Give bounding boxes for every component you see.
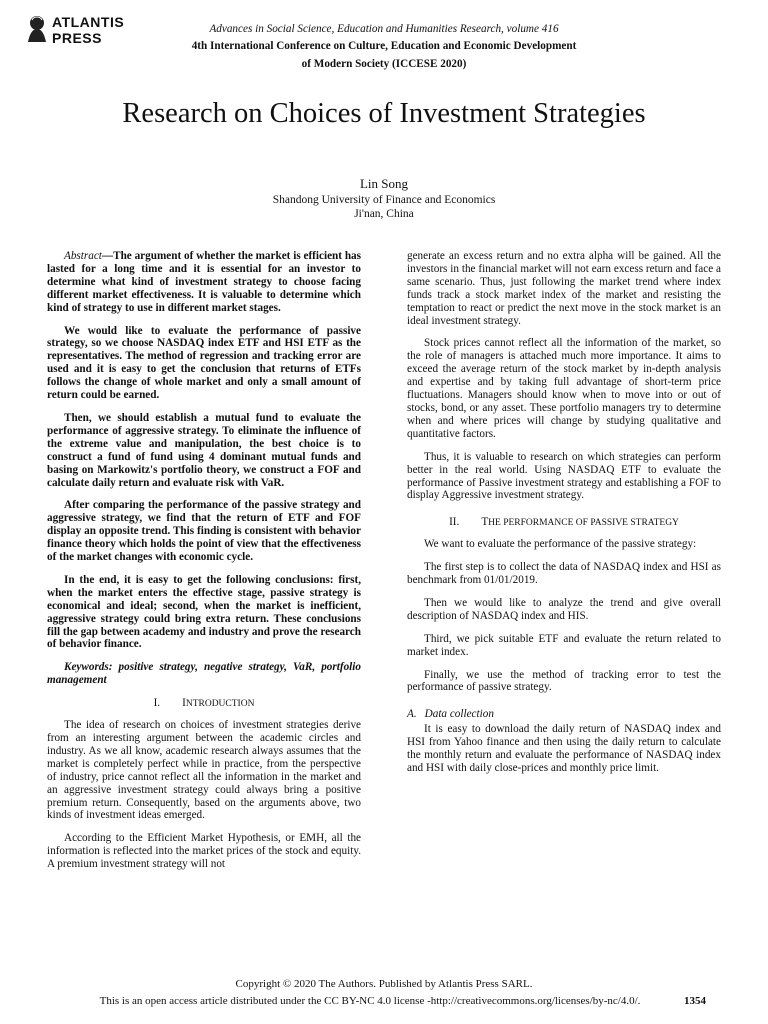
subsection-heading-data-collection	[407, 708, 721, 721]
intro-paragraph-continued: generate an excess return and no extra alpha will be gained. All the investors in the financial market will not earn excess return and face a same scenario. Thus, just following the market trend where index funds track a stock market index of the market and resisting the temptation to react or predict the next move in the stock market is an ideal investment strategy.	[407, 250, 721, 327]
section-number: II.	[449, 516, 460, 529]
section-title-rest: NTRODUCTION	[185, 699, 255, 710]
intro-paragraph-1: The idea of research on choices of investment strategies derive from an interesting argument between the academic circles and industry. As we all know, academic research always assumes that the market is completely perfect while in practice, from the perspective of industry, price cannot reflect all the information in the market and an aggressive investment strategy could always bring a positive premium return. Consequently, based on the arguments above, two kinds of investment ideas emerged.	[47, 719, 361, 822]
logo-text-press: PRESS	[52, 30, 102, 46]
abstract-text-1: —The argument of whether the market is efficient has lasted for a long time and it is essential for an investor to determine what kind of investment strategy to choose facing different market effectiveness. It is valuable to determine which kind of strategy to use in different market stages.	[47, 250, 361, 314]
journal-line: Advances in Social Science, Education and Humanities Research, volume 416	[209, 23, 559, 35]
abstract-paragraph-3: Then, we should establish a mutual fund to evaluate the performance of aggressive strategy. To eliminate the influence of the extreme value and manipulation, the best choice is to construct a fund of fund using 4 dominant mutual funds and basing on Markowitz's portfolio theory, we construct a FOF and calculate daily return and evaluate risk with VaR.	[47, 411, 361, 489]
section-heading-introduction	[47, 697, 361, 711]
data-collection-paragraph: It is easy to download the daily return of NASDAQ index and HSI from Yahoo finance and then using the daily return to calculate the monthly return and evaluate the performance of NASDAQ index and HSI with daily close-prices and monthly price limit.	[407, 723, 721, 774]
abstract-paragraph-1	[47, 250, 361, 315]
passive-paragraph-1: We want to evaluate the performance of the passive strategy:	[424, 538, 697, 551]
author-name: Lin Song	[359, 176, 409, 191]
abstract-paragraph-2: We would like to evaluate the performance of passive strategy, so we choose NASDAQ index ETF and HSI ETF as the representatives. The method of regression and tracking error are used and it is easy to get the conclusion that returns of ETFs follows the change of whole market and only a small amount of return could be earned.	[47, 324, 361, 402]
passive-paragraph-5: Finally, we use the method of tracking error to test the performance of passive strategy.	[407, 668, 721, 694]
section-title-initial: T	[481, 516, 489, 529]
subsection-number: A.	[407, 708, 417, 721]
intro-paragraph-2: According to the Efficient Market Hypothesis, or EMH, all the information is reflected into the market prices of the stock and equity. A premium investment strategy will not	[47, 832, 361, 871]
section-title-rest: HE PERFORMANCE OF PASSIVE STRATEGY	[488, 518, 679, 529]
footer-copyright: Copyright © 2020 The Authors. Published by Atlantis Press SARL.	[235, 978, 533, 990]
subsection-title: Data collection	[424, 708, 494, 721]
abstract-paragraph-4: After comparing the performance of the passive strategy and aggressive strategy, we find that the return of ETF and FOF display an opposite trend. This finding is consistent with behavior finance theory which holds the point of view that the effectiveness of the market changes with economic cycle.	[47, 499, 361, 564]
page-number: 1354	[684, 995, 706, 1007]
atlas-figure-icon	[24, 14, 50, 44]
keywords: Keywords: positive strategy, negative strategy, VaR, portfolio management	[47, 661, 361, 687]
section-title-initial: I	[182, 697, 186, 710]
passive-paragraph-3: Then we would like to analyze the trend and give overall description of NASDAQ index and HIS.	[407, 596, 721, 622]
footer-license: This is an open access article distributed under the CC BY-NC 4.0 license -http://creativecommons.org/licenses/by-nc/4.0/.	[99, 995, 641, 1007]
section-heading-passive-strategy	[407, 516, 721, 530]
intro-paragraph-4: Thus, it is valuable to research on which strategies can perform better in the real world. Using NASDAQ ETF to evaluate the performance of Passive investment strategy and establishing a FOF to display Aggressive investment strategy.	[407, 450, 721, 502]
abstract-paragraph-5: In the end, it is easy to get the following conclusions: first, when the market enters the effective stage, passive strategy is economical and ideal; second, when the market is inefficient, aggressive strategy could bring extra return. These conclusions fill the gap between academy and industry and prove the research of behavior finance.	[47, 573, 361, 651]
affiliation-line-1: Shandong University of Finance and Economics	[272, 194, 496, 206]
right-column	[407, 250, 721, 785]
passive-paragraph-2: The first step is to collect the data of NASDAQ index and HSI as benchmark from 01/01/2019.	[407, 561, 721, 587]
paper-title: Research on Choices of Investment Strategies	[122, 98, 646, 129]
abstract-lead: Abstract	[64, 250, 102, 262]
conference-line-1: 4th International Conference on Culture, Education and Economic Development	[191, 40, 577, 52]
section-number: I.	[153, 697, 161, 710]
conference-line-2: of Modern Society (ICCESE 2020)	[301, 58, 467, 70]
logo-text-atlantis: ATLANTIS	[52, 14, 125, 30]
publisher-logo	[24, 14, 134, 52]
passive-paragraph-4: Third, we pick suitable ETF and evaluate the return related to market index.	[407, 632, 721, 658]
affiliation-line-2: Ji'nan, China	[354, 208, 414, 220]
left-column	[47, 250, 361, 881]
intro-paragraph-3: Stock prices cannot reflect all the information of the market, so the role of managers is attached much more importance. It aims to exceed the average return of the stock market by in-depth analysis and expertise and by taking full advantage of short-term price fluctuations. Managers should know when to move into or out of stocks, bond, or any asset. These portfolio managers try to determine when and where prices will change by studying qualitative and quantitative factors.	[407, 337, 721, 440]
